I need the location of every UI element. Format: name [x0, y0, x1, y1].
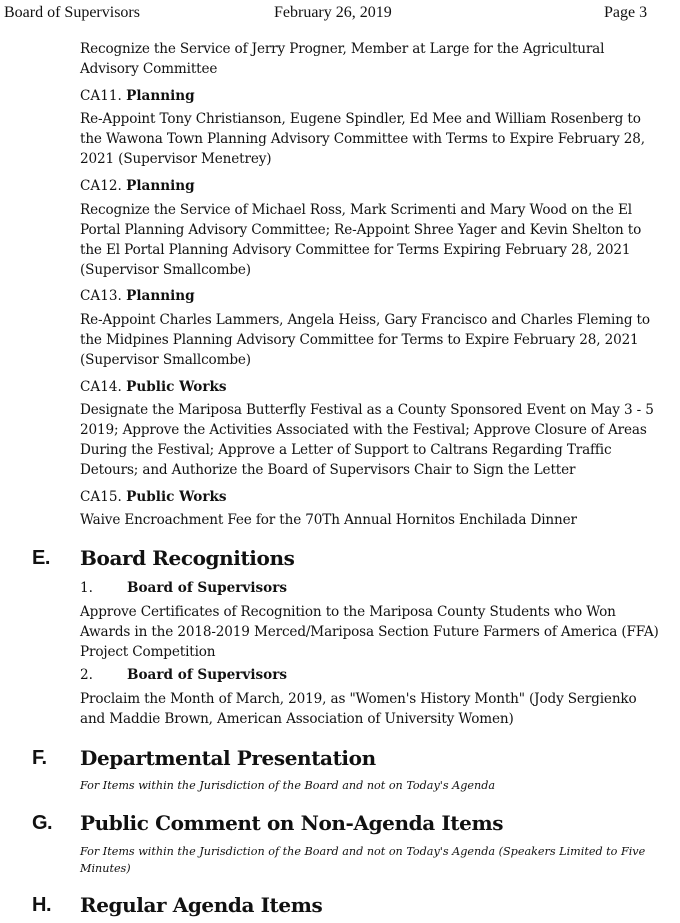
- recognition-item-dept: Board of Supervisors: [127, 580, 288, 596]
- consent-item-text: Waive Encroachment Fee for the 70Th Annual Hornitos Enchilada Dinner: [80, 512, 577, 528]
- section-f-note: For Items within the Jurisdiction of the Board and not on Today's Agenda: [80, 779, 496, 792]
- section-g-note: For Items within the Jurisdiction of the Board and not on Today's Agenda (Speakers Limited to Five Minutes): [80, 845, 646, 875]
- section-e-letter: E.: [32, 547, 50, 569]
- consent-item-text: Recognize the Service of Michael Ross, Mark Scrimenti and Mary Wood on the El Portal Planning Advisory Committee; Re-Appoint Shree Yager and Kevin Shelton to the El Portal Planning Advisory Committee for Terms Expiring February 28, 2021 (Supervisor Smallcombe): [80, 202, 642, 278]
- page-header: [0, 4, 680, 24]
- consent-item-label: [80, 377, 227, 397]
- consent-item-text: Re-Appoint Charles Lammers, Angela Heiss, Gary Francisco and Charles Fleming to the Midpines Planning Advisory Committee for Terms to Expire February 28, 2021 (Supervisor Smallcombe): [80, 312, 650, 368]
- intro-item-text: Recognize the Service of Jerry Progner, Member at Large for the Agricultural Advisory Committee: [80, 41, 605, 77]
- section-h-title: Regular Agenda Items: [80, 893, 323, 917]
- recognition-item-number: 2.: [80, 667, 93, 683]
- header-board-name: Board of Supervisors: [4, 4, 140, 21]
- consent-item-code: CA14.: [80, 379, 122, 395]
- consent-item-code: CA12.: [80, 178, 122, 194]
- consent-item-code: CA13.: [80, 288, 122, 304]
- section-e-title: Board Recognitions: [80, 546, 295, 570]
- recognition-item-text: Approve Certificates of Recognition to the Mariposa County Students who Won Awards in the 2018-2019 Merced/Mariposa Section Future Farmers of America (FFA) Project Competition: [80, 604, 659, 660]
- consent-item-dept: Public Works: [126, 489, 227, 505]
- consent-item-code: CA15.: [80, 489, 122, 505]
- section-g-title: Public Comment on Non-Agenda Items: [80, 811, 504, 835]
- recognition-item-number: 1.: [80, 580, 93, 596]
- section-f-title: Departmental Presentation: [80, 746, 376, 770]
- header-page-number: Page 3: [604, 4, 648, 21]
- consent-item-label: [80, 487, 227, 507]
- consent-item-text: Designate the Mariposa Butterfly Festival as a County Sponsored Event on May 3 - 5 2019; Approve the Activities Associated with the Festival; Approve Closure of Areas During the Festival; Approve a Letter of Support to Caltrans Regarding Traffic Detours; and Authorize the Board of Supervisors Chair to Sign the Letter: [80, 402, 654, 478]
- section-h-letter: H.: [32, 894, 51, 916]
- consent-item-dept: Planning: [126, 178, 195, 194]
- recognition-item-text: Proclaim the Month of March, 2019, as "Women's History Month" (Jody Sergienko and Maddie Brown, American Association of University Women): [80, 691, 637, 727]
- consent-item-text: Re-Appoint Tony Christianson, Eugene Spindler, Ed Mee and William Rosenberg to the Wawona Town Planning Advisory Committee with Terms to Expire February 28, 2021 (Supervisor Menetrey): [80, 111, 645, 167]
- consent-item-code: CA11.: [80, 88, 122, 104]
- consent-item-label: [80, 176, 195, 196]
- recognition-item-dept: Board of Supervisors: [127, 667, 288, 683]
- header-date: February 26, 2019: [274, 4, 392, 21]
- consent-item-label: [80, 86, 195, 106]
- section-f-letter: F.: [32, 747, 47, 769]
- section-g-letter: G.: [32, 812, 53, 834]
- consent-item-dept: Planning: [126, 288, 195, 304]
- consent-item-label: [80, 286, 195, 306]
- consent-item-dept: Planning: [126, 88, 195, 104]
- consent-item-dept: Public Works: [126, 379, 227, 395]
